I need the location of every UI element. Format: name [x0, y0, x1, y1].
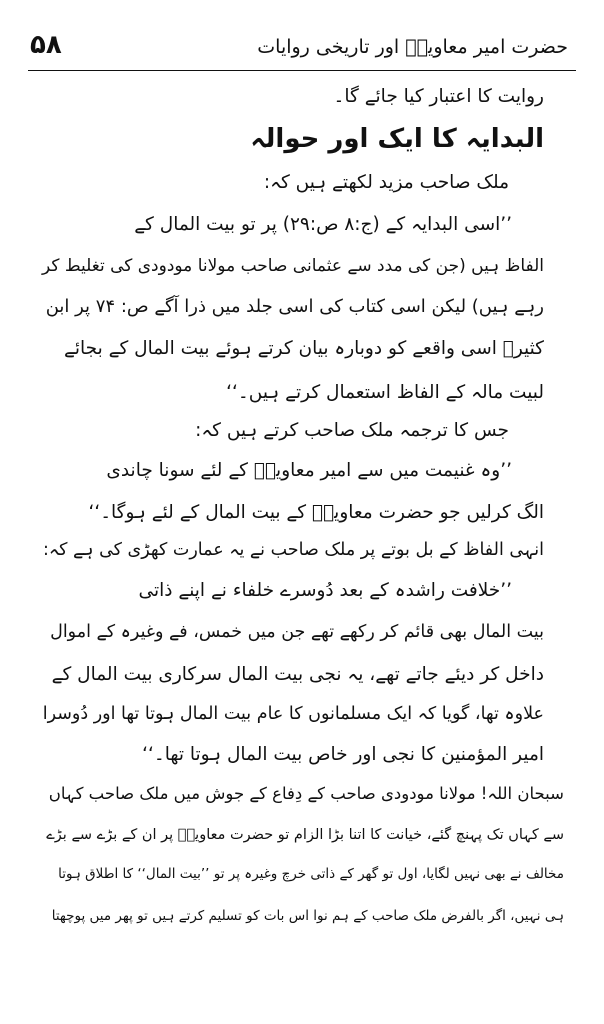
quote-line: امیر المؤمنین کا نجی اور خاص بیت المال ہوتا تھا۔‘‘ — [142, 744, 544, 765]
quote-line: بیت المال بھی قائم کر رکھے تھے جن میں خمس، فے وغیرہ کے اموال — [50, 622, 544, 642]
running-title: حضرت امیر معاویہؓ اور تاریخی روایات — [257, 36, 568, 58]
quote-line: ’’اسی البدایہ کے (ج:۸ ص:۲۹) پر تو بیت المال کے — [134, 214, 512, 235]
quote-line: الگ کرلیں جو حضرت معاویہؓ کے بیت المال کے لئے ہوگا۔‘‘ — [88, 502, 544, 523]
section-heading: البدایہ کا ایک اور حوالہ — [250, 124, 544, 154]
paragraph-line: سے کہاں تک پہنچ گئے، خیانت کا اتنا بڑا الزام تو حضرت معاویہؓ پر ان کے بڑے سے بڑے — [46, 827, 564, 843]
text-line: روایت کا اعتبار کیا جائے گا۔ — [333, 86, 544, 107]
quote-line: لبیت مالہ کے الفاظ استعمال کرتے ہیں۔‘‘ — [226, 382, 544, 403]
quote-line: رہے ہیں) لیکن اسی کتاب کی اسی جلد میں ذرا آگے ص: ۷۴ پر ابن — [45, 296, 544, 317]
quote-line: ’’وہ غنیمت میں سے امیر معاویہؓ کے لئے سونا چاندی — [106, 460, 512, 481]
paragraph-line: مخالف نے بھی نہیں لگایا، اول تو گھر کے ذاتی خرچ وغیرہ پر تو ’’بیت المال‘‘ کا اطلاق ہوتا — [58, 866, 564, 882]
quote-line: علاوہ تھا، گویا کہ ایک مسلمانوں کا عام بیت المال ہوتا تھا اور دُوسرا — [42, 704, 544, 724]
quote-line: الفاظ ہیں (جن کی مدد سے عثمانی صاحب مولانا مودودی کی تغلیط کر — [41, 256, 544, 276]
text-line: ملک صاحب مزید لکھتے ہیں کہ: — [263, 172, 509, 193]
page-number: ۵۸ — [30, 30, 62, 60]
paragraph-line: ہی نہیں، اگر بالفرض ملک صاحب کے ہم نوا اس بات کو تسلیم کرتے ہیں تو پھر میں پوچھتا — [51, 908, 564, 924]
quote-line: داخل کر دیئے جاتے تھے، یہ نجی بیت المال سرکاری بیت المال کے — [51, 664, 544, 685]
text-line: جس کا ترجمہ ملک صاحب کرتے ہیں کہ: — [195, 420, 509, 441]
paragraph-line: سبحان اللہ! مولانا مودودی صاحب کے دِفاع کے جوش میں ملک صاحب کہاں — [48, 784, 564, 803]
quote-line: ’’خلافت راشدہ کے بعد دُوسرے خلفاء نے اپنے ذاتی — [138, 580, 512, 601]
quote-line: کثیرؒ اسی واقعے کو دوبارہ بیان کرتے ہوئے بیت المال کے بجائے — [64, 338, 544, 359]
header-rule — [28, 70, 576, 71]
text-line: انہی الفاظ کے بل بوتے پر ملک صاحب نے یہ عمارت کھڑی کی ہے کہ: — [42, 540, 544, 560]
